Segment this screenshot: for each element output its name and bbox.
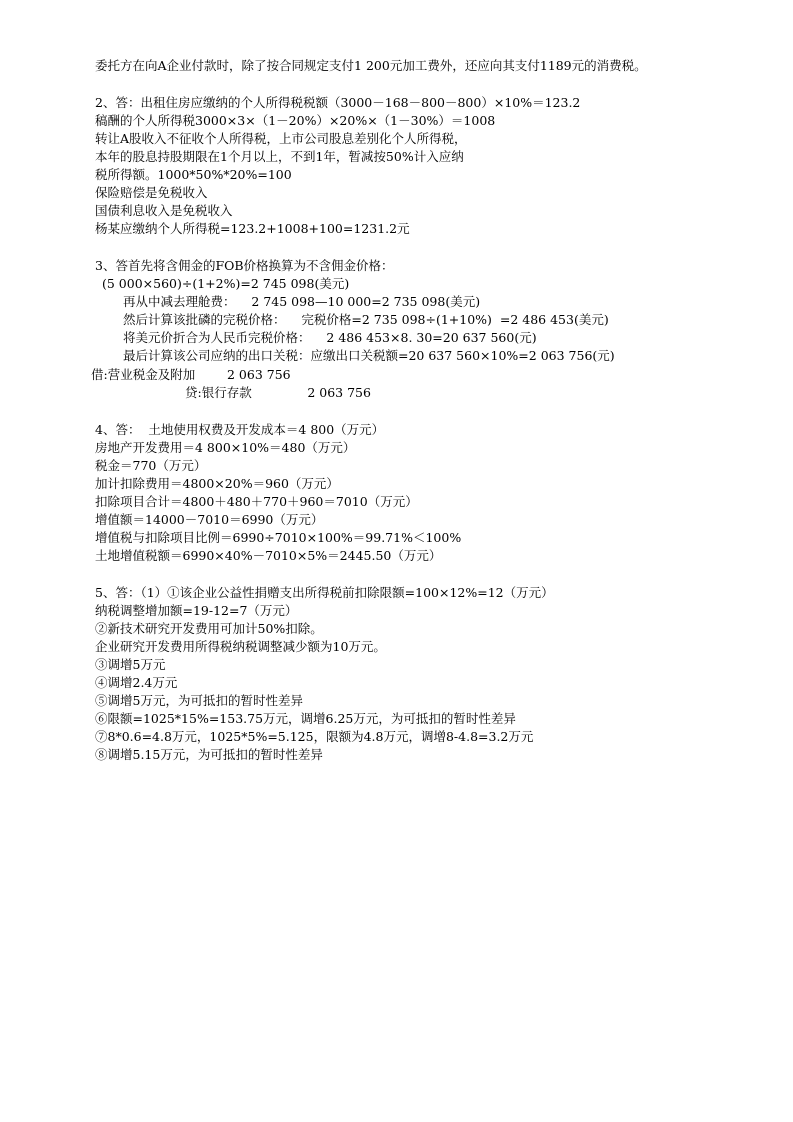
text-line: ③调增5万元 xyxy=(95,657,166,672)
text-line: 稿酬的个人所得税3000×3×（1－20%）×20%×（1－30%）＝1008 xyxy=(95,113,496,128)
text-line: ④调增2.4万元 xyxy=(95,675,178,690)
answer-5-heading: 5、答：（1）①该企业公益性捐赠支出所得税前扣除限额=100×12%=12（万元） xyxy=(95,585,554,600)
text-line: 土地增值税额＝6990×40%－7010×5%＝2445.50（万元） xyxy=(95,548,442,563)
text-line: 杨某应缴纳个人所得税=123.2+1008+100=1231.2元 xyxy=(95,221,410,236)
text-line: 国债利息收入是免税收入 xyxy=(95,203,233,218)
text-line: ⑧调增5.15万元，为可抵扣的暂时性差异 xyxy=(95,747,323,762)
text-line: ⑦8*0.6=4.8万元，1025*5%=5.125，限额为4.8万元，调增8-4.8=3.2万元 xyxy=(95,729,534,744)
text-line: ⑥限额=1025*15%=153.75万元，调增6.25万元，为可抵扣的暂时性差异 xyxy=(95,711,516,726)
text-line: 增值税与扣除项目比例＝6990÷7010×100%＝99.71%＜100% xyxy=(95,530,462,545)
answer-4-heading: 4、答： 土地使用权费及开发成本＝4 800（万元） xyxy=(95,422,385,437)
text-line: 最后计算该公司应纳的出口关税：应缴出口关税额=20 637 560×10%=2 063 756(元) xyxy=(123,348,615,363)
text-line: 再从中减去理舱费： 2 745 098—10 000=2 735 098(美元) xyxy=(123,294,481,309)
text-line: 将美元价折合为人民币完税价格： 2 486 453×8. 30=20 637 560(元) xyxy=(123,330,537,345)
answer-3-heading: 3、答首先将含佣金的FOB价格换算为不含佣金价格： xyxy=(95,258,394,273)
journal-debit-line: 借:营业税金及附加 2 063 756 xyxy=(91,367,291,382)
text-line: 本年的股息持股期限在1个月以上，不到1年，暂减按50%计入应纳 xyxy=(95,149,464,164)
answer-2-heading: 2、答：出租住房应缴纳的个人所得税税额（3000－168－800－800）×10%＝123.2 xyxy=(95,95,581,110)
text-line: 税金＝770（万元） xyxy=(95,458,207,473)
text-line: 税所得额。1000*50%*20%=100 xyxy=(95,167,292,182)
text-line: 保险赔偿是免税收入 xyxy=(95,185,208,200)
journal-credit-line: 贷:银行存款 2 063 756 xyxy=(185,385,371,400)
text-line: 加计扣除费用＝4800×20%＝960（万元） xyxy=(95,476,339,491)
text-line: 增值额＝14000－7010＝6990（万元） xyxy=(95,512,324,527)
text-line: 然后计算该批磷的完税价格： 完税价格=2 735 098÷(1+10%) =2 486 453(美元) xyxy=(123,312,609,327)
text-line: ⑤调增5万元，为可抵扣的暂时性差异 xyxy=(95,693,303,708)
text-line: 转让A股收入不征收个人所得税，上市公司股息差别化个人所得税， xyxy=(95,131,467,146)
text-line: 委托方在向A企业付款时，除了按合同规定支付1 200元加工费外，还应向其支付1189元的消费税。 xyxy=(95,58,647,73)
text-line: 房地产开发费用＝4 800×10%＝480（万元） xyxy=(95,440,356,455)
text-line: (5 000×560)÷(1+2%)=2 745 098(美元) xyxy=(102,276,350,291)
text-line: 企业研究开发费用所得税纳税调整减少额为10万元。 xyxy=(95,639,386,654)
text-line: 扣除项目合计＝4800＋480＋770＋960＝7010（万元） xyxy=(95,494,418,509)
text-line: ②新技术研究开发费用可加计50%扣除。 xyxy=(95,621,323,636)
text-line: 纳税调整增加额=19-12=7（万元） xyxy=(95,603,298,618)
